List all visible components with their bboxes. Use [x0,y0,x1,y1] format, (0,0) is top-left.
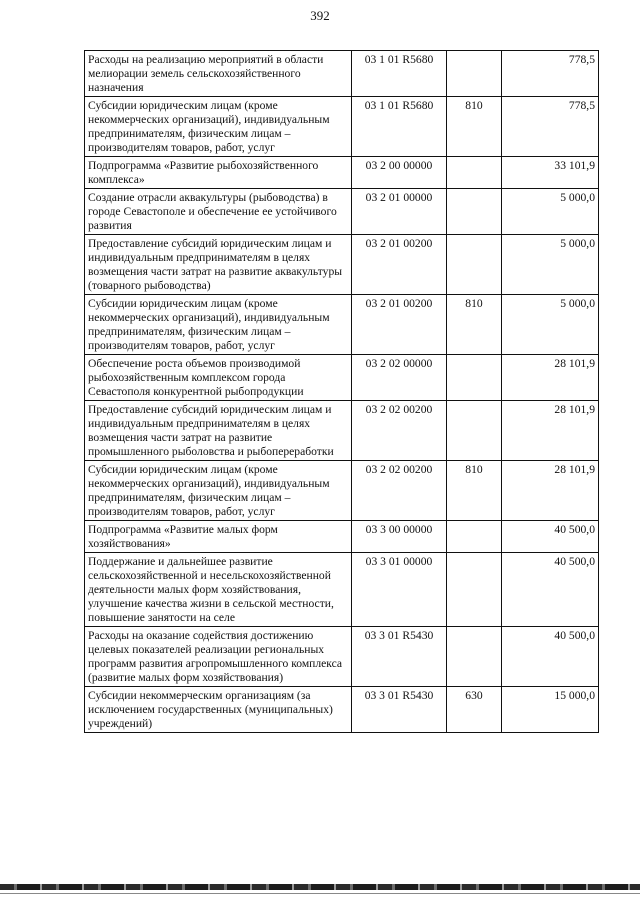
row-expense-type [447,401,502,461]
row-sum: 5 000,0 [502,235,599,295]
row-sum: 40 500,0 [502,627,599,687]
page-number: 392 [310,8,330,23]
row-code: 03 3 01 00000 [352,553,447,627]
budget-table-body [85,51,599,733]
row-name: Обеспечение роста объемов производимой рыбохозяйственным комплексом города Севастополя конкурентной рыбопродукции [85,355,352,401]
row-code: 03 2 02 00000 [352,355,447,401]
row-name: Субсидии некоммерческим организациям (за исключением государственных (муниципальных) учреждений) [85,687,352,733]
scan-edge-line [0,893,640,894]
table-row [85,97,599,157]
table-row [85,401,599,461]
row-expense-type [447,627,502,687]
row-code: 03 2 01 00000 [352,189,447,235]
table-row [85,157,599,189]
row-name: Расходы на оказание содействия достижению целевых показателей реализации региональных программ развития агропромышленного комплекса (развитие малых форм хозяйствования) [85,627,352,687]
row-expense-type: 810 [447,295,502,355]
row-name: Поддержание и дальнейшее развитие сельскохозяйственной и несельскохозяйственной деятельности малых форм хозяйствования, улучшение качества жизни в сельской местности, повышение занятости на селе [85,553,352,627]
row-expense-type [447,553,502,627]
row-expense-type [447,157,502,189]
row-sum: 5 000,0 [502,189,599,235]
row-sum: 28 101,9 [502,401,599,461]
table-row [85,295,599,355]
row-name: Подпрограмма «Развитие малых форм хозяйствования» [85,521,352,553]
row-expense-type [447,235,502,295]
table-row [85,51,599,97]
row-sum: 28 101,9 [502,355,599,401]
row-expense-type: 810 [447,461,502,521]
row-sum: 778,5 [502,97,599,157]
table-row [85,627,599,687]
row-expense-type [447,51,502,97]
row-expense-type: 810 [447,97,502,157]
row-sum: 15 000,0 [502,687,599,733]
row-name: Предоставление субсидий юридическим лицам и индивидуальным предпринимателям в целях возмещения части затрат на развитие промышленного рыболовства и рыбопереработки [85,401,352,461]
table-row [85,189,599,235]
row-name: Расходы на реализацию мероприятий в области мелиорации земель сельскохозяйственного назначения [85,51,352,97]
row-name: Предоставление субсидий юридическим лицам и индивидуальным предпринимателям в целях возмещения части затрат на развитие аквакультуры (товарного рыбоводства) [85,235,352,295]
row-code: 03 3 01 R5430 [352,627,447,687]
row-code: 03 3 01 R5430 [352,687,447,733]
row-sum: 28 101,9 [502,461,599,521]
row-code: 03 1 01 R5680 [352,51,447,97]
row-code: 03 2 02 00200 [352,401,447,461]
row-expense-type: 630 [447,687,502,733]
row-sum: 40 500,0 [502,521,599,553]
table-row [85,553,599,627]
row-sum: 40 500,0 [502,553,599,627]
row-expense-type [447,521,502,553]
table-row [85,687,599,733]
row-name: Субсидии юридическим лицам (кроме некоммерческих организаций), индивидуальным предпринимателям, физическим лицам – производителям товаров, работ, услуг [85,461,352,521]
table-row [85,521,599,553]
table-row [85,461,599,521]
table-row [85,355,599,401]
row-code: 03 2 01 00200 [352,295,447,355]
budget-table [84,50,599,733]
row-code: 03 2 00 00000 [352,157,447,189]
row-name: Субсидии юридическим лицам (кроме некоммерческих организаций), индивидуальным предпринимателям, физическим лицам – производителям товаров, работ, услуг [85,97,352,157]
row-expense-type [447,355,502,401]
scan-edge-artifact [0,884,640,890]
row-code: 03 3 00 00000 [352,521,447,553]
table-row [85,235,599,295]
row-sum: 5 000,0 [502,295,599,355]
row-sum: 33 101,9 [502,157,599,189]
row-name: Подпрограмма «Развитие рыбохозяйственного комплекса» [85,157,352,189]
row-code: 03 2 01 00200 [352,235,447,295]
row-sum: 778,5 [502,51,599,97]
row-expense-type [447,189,502,235]
row-name: Субсидии юридическим лицам (кроме некоммерческих организаций), индивидуальным предпринимателям, физическим лицам – производителям товаров, работ, услуг [85,295,352,355]
row-name: Создание отрасли аквакультуры (рыбоводства) в городе Севастополе и обеспечение ее устойчивого развития [85,189,352,235]
row-code: 03 1 01 R5680 [352,97,447,157]
row-code: 03 2 02 00200 [352,461,447,521]
